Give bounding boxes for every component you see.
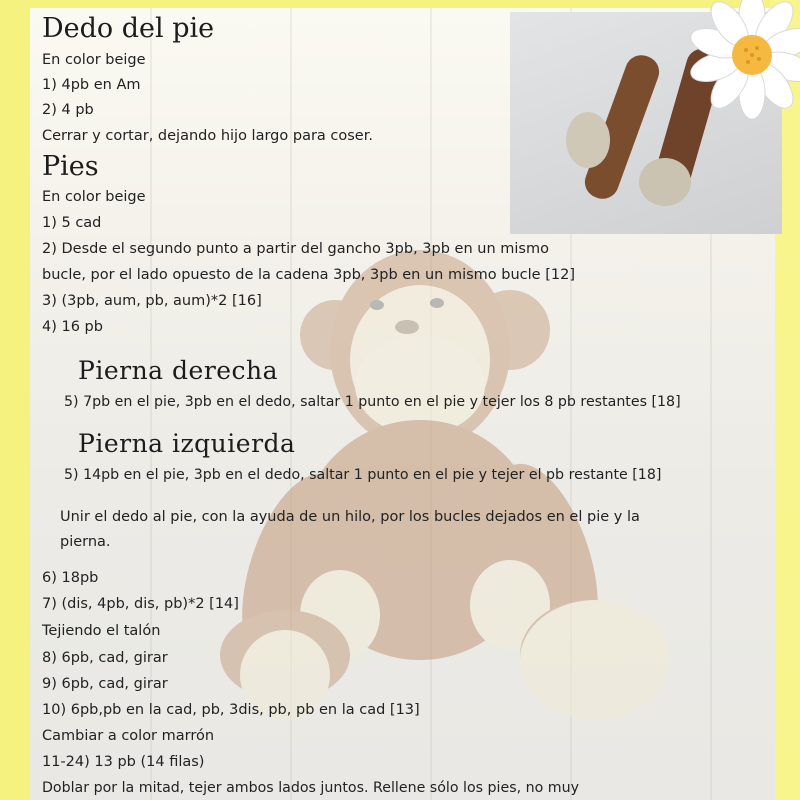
rest-line: 11-24) 13 pb (14 filas) bbox=[42, 754, 205, 770]
daisy-flower-icon bbox=[680, 0, 800, 120]
pies-line: 2) Desde el segundo punto a partir del gancho 3pb, 3pb en un mismo bbox=[42, 241, 549, 257]
dedo-line: 1) 4pb en Am bbox=[42, 77, 141, 93]
pies-line: 1) 5 cad bbox=[42, 215, 102, 231]
title-pies: Pies bbox=[42, 151, 99, 182]
title-pierna-izquierda: Pierna izquierda bbox=[78, 429, 296, 458]
dedo-line: Cerrar y cortar, dejando hijo largo para coser. bbox=[42, 128, 373, 144]
unir-line: Unir el dedo al pie, con la ayuda de un hilo, por los bucles dejados en el pie y la bbox=[60, 509, 640, 525]
title-pierna-derecha: Pierna derecha bbox=[78, 356, 279, 385]
pies-line: 4) 16 pb bbox=[42, 319, 103, 335]
dedo-line: En color beige bbox=[42, 52, 146, 68]
rest-line: 7) (dis, 4pb, dis, pb)*2 [14] bbox=[42, 596, 239, 612]
rest-line: 9) 6pb, cad, girar bbox=[42, 676, 168, 692]
dedo-line: 2) 4 pb bbox=[42, 102, 94, 118]
rest-line: 10) 6pb,pb en la cad, pb, 3dis, pb, pb en la cad [13] bbox=[42, 702, 420, 718]
rest-line: Tejiendo el talón bbox=[42, 623, 161, 639]
title-dedo-del-pie: Dedo del pie bbox=[42, 13, 215, 44]
rest-line: 6) 18pb bbox=[42, 570, 99, 586]
rest-line: 8) 6pb, cad, girar bbox=[42, 650, 168, 666]
unir-line: pierna. bbox=[60, 534, 111, 550]
pies-line: 3) (3pb, aum, pb, aum)*2 [16] bbox=[42, 293, 262, 309]
rest-line: Cambiar a color marrón bbox=[42, 728, 215, 744]
pies-line: En color beige bbox=[42, 189, 146, 205]
pies-line: bucle, por el lado opuesto de la cadena 3pb, 3pb en un mismo bucle [12] bbox=[42, 267, 575, 283]
rest-line: Doblar por la mitad, tejer ambos lados juntos. Rellene sólo los pies, no muy bbox=[42, 780, 580, 796]
pierna-derecha-line: 5) 7pb en el pie, 3pb en el dedo, saltar 1 punto en el pie y tejer los 8 pb restantes [18] bbox=[64, 394, 681, 410]
pierna-izquierda-line: 5) 14pb en el pie, 3pb en el dedo, saltar 1 punto en el pie y tejer el pb restante [18] bbox=[64, 467, 662, 483]
